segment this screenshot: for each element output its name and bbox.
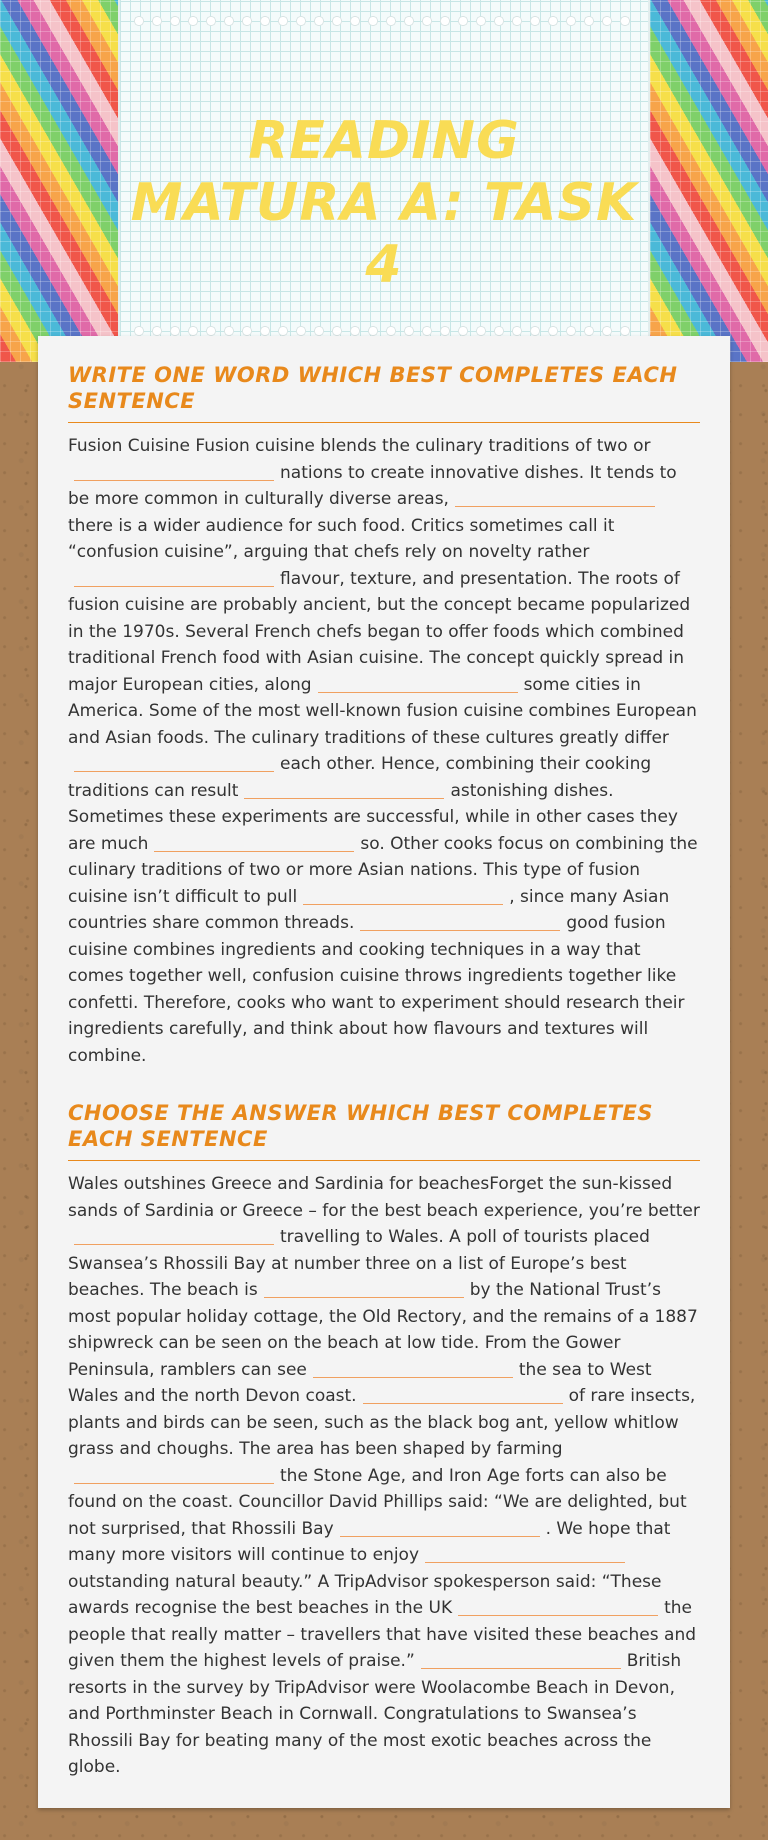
text-segment: outstanding natural beauty.” A TripAdvisor spokesperson said: “These awards recognise the best beaches in the UK <box>68 1571 662 1618</box>
text-segment: the people that really matter – travellers that have visited these beaches and given them the highest levels of praise.” <box>68 1598 697 1671</box>
text-segment: the Stone Age, and Iron Age forts can also be found on the coast. Councillor David Phillips said: “We are delighted, but not surprised, that Rhossili Bay <box>68 1465 687 1539</box>
answer-blank[interactable] <box>363 1386 563 1404</box>
answer-blank[interactable] <box>458 1598 658 1616</box>
answer-blank[interactable] <box>74 1227 274 1245</box>
answer-blank[interactable] <box>264 1280 464 1298</box>
worksheet-card <box>38 336 730 1808</box>
exercise-text <box>68 433 700 1069</box>
answer-blank[interactable] <box>425 1545 625 1563</box>
text-segment: flavour, texture, and presentation. The roots of fusion cuisine are probably ancient, but the concept became popularized in the 1970s. Several French chefs began to offer foods which combined traditional French food with Asian cuisine. The concept quickly spread in major European cities, along <box>68 568 691 695</box>
answer-blank[interactable] <box>74 569 274 587</box>
section-title: WRITE ONE WORD WHICH BEST COMPLETES EACH SENTENCE <box>68 363 678 413</box>
title-divider <box>68 422 700 423</box>
answer-blank[interactable] <box>421 1651 621 1669</box>
answer-blank[interactable] <box>74 463 274 481</box>
page-title: READING MATURA A: TASK 4 <box>130 111 638 295</box>
chevron-pattern-left <box>0 0 118 362</box>
text-segment: Fusion Cuisine Fusion cuisine blends the culinary traditions of two or <box>68 436 651 456</box>
title-divider <box>68 1160 700 1161</box>
section-title: CHOOSE THE ANSWER WHICH BEST COMPLETES EACH SENTENCE <box>68 1101 654 1151</box>
text-segment: by the National Trust’s most popular holiday cottage, the Old Rectory, and the remains of a 1887 shipwreck can be seen on the beach at low tide. From the Gower Peninsula, ramblers can see <box>68 1280 698 1380</box>
answer-blank[interactable] <box>74 1466 274 1484</box>
chevron-pattern-right <box>650 0 768 362</box>
text-segment: good fusion cuisine combines ingredients and cooking techniques in a way that comes together well, confusion cuisine throws ingredients together like confetti. Therefore, cooks who want to experiment should research their ingredients carefully, and think about how flavours and textures will combine. <box>68 913 685 1066</box>
exercise-text <box>68 1171 700 1781</box>
section-fill-in-words <box>68 362 700 1069</box>
text-segment: . We hope that many more visitors will continue to enjoy <box>68 1518 671 1565</box>
text-segment: nations to create innovative dishes. It tends to be more common in culturally diverse areas, <box>68 462 677 509</box>
text-segment: travelling to Wales. A poll of tourists placed Swansea’s Rhossili Bay at number three on a list of Europe’s best beaches. The beach is <box>68 1227 650 1300</box>
answer-blank[interactable] <box>455 489 655 507</box>
answer-blank[interactable] <box>74 754 274 772</box>
text-segment: so. Other cooks focus on combining the culinary traditions of two or more Asian nations. This type of fusion cuisine isn’t difficult to pull <box>68 833 698 907</box>
text-segment: astonishing dishes. Sometimes these experiments are successful, while in other cases they are much <box>68 780 678 854</box>
answer-blank[interactable] <box>244 781 444 799</box>
text-segment: Wales outshines Greece and Sardinia for beachesForget the sun-kissed sands of Sardinia or Greece – for the best beach experience, you’re better <box>68 1174 700 1221</box>
answer-blank[interactable] <box>154 834 354 852</box>
answer-blank[interactable] <box>340 1519 540 1537</box>
answer-blank[interactable] <box>313 1360 513 1378</box>
notebook-holes-top <box>132 14 636 28</box>
text-segment: of rare insects, plants and birds can be seen, such as the black bog ant, yellow whitlow grass and choughs. The area has been shaped by farming <box>68 1386 696 1459</box>
answer-blank[interactable] <box>303 887 503 905</box>
answer-blank[interactable] <box>360 913 560 931</box>
text-segment: each other. Hence, combining their cooking traditions can result <box>68 754 652 801</box>
text-segment: some cities in America. Some of the most well-known fusion cuisine combines European and Asian foods. The culinary traditions of these cultures greatly differ <box>68 674 697 748</box>
answer-blank[interactable] <box>318 675 518 693</box>
text-segment: British resorts in the survey by TripAdvisor were Woolacombe Beach in Devon, and Porthminster Beach in Cornwall. Congratulations to Swansea’s Rhossili Bay for beating many of the most exotic beaches across the globe. <box>68 1651 682 1777</box>
text-segment: there is a wider audience for such food. Critics sometimes call it “confusion cuisine”, arguing that chefs rely on novelty rather <box>68 515 615 562</box>
text-segment: the sea to West Wales and the north Devon coast. <box>68 1359 652 1406</box>
section-choose-answer <box>68 1100 700 1781</box>
header-banner <box>0 0 768 362</box>
text-segment: , since many Asian countries share common threads. <box>68 886 670 933</box>
